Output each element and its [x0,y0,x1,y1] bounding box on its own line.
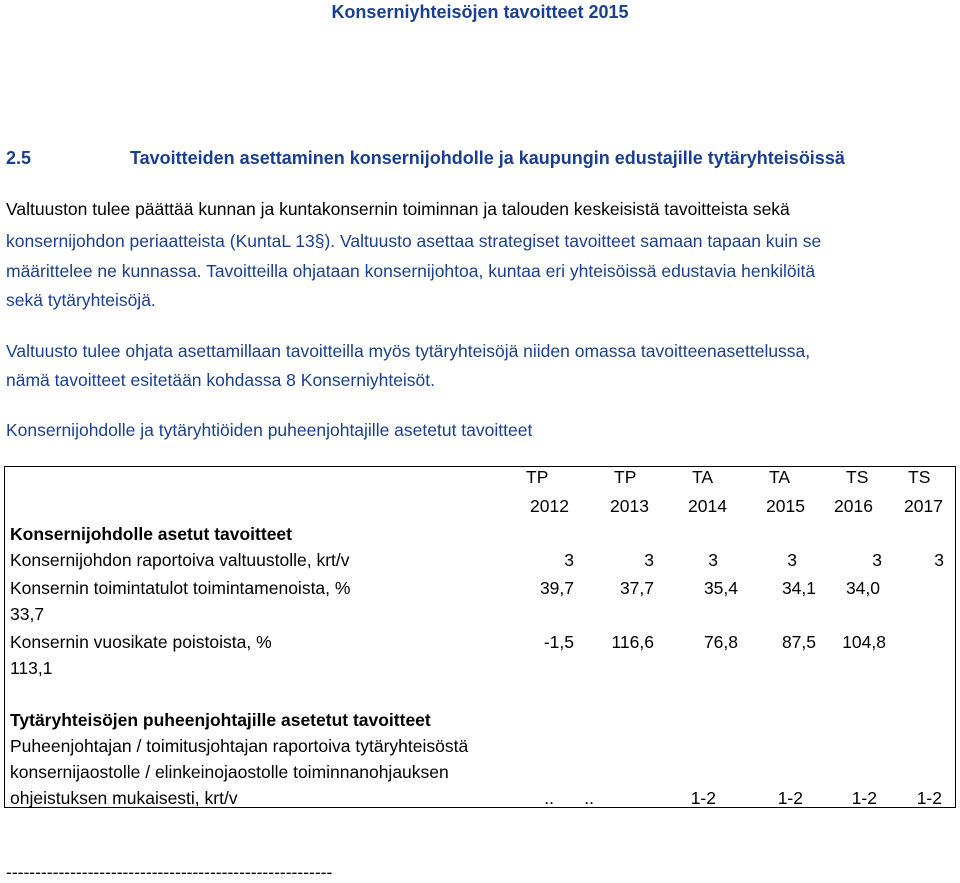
col-6-year: 2017 [904,496,943,516]
row-4-label-line-2: konsernijaostolle / elinkeinojaostolle toiminnanohjauksen [10,762,449,782]
row-4-label-line-3: ohjeistuksen mukaisesti, krt/v [10,788,238,808]
paragraph-2-line-2: nämä tavoitteet esitetään kohdassa 8 Konserniyhteisöt. [6,370,436,390]
col-5-year: 2016 [834,496,873,516]
col-4-type: TA [769,467,791,487]
group-2-title: Tytäryhteisöjen puheenjohtajille asetetut tavoitteet [10,710,431,730]
row-3-value-2: 116,6 [611,632,654,652]
row-3-value-4: 87,5 [781,632,816,652]
col-1-year: 2012 [530,496,569,516]
section-number: 2.5 [6,148,32,168]
row-4-label-line-1: Puheenjohtajan / toimitusjohtajan raportoiva tytäryhteisöstä [10,736,469,756]
row-2-value-3: 35,4 [703,578,738,598]
paragraph-1-line-3: määrittelee ne kunnassa. Tavoitteilla ohjataan konsernijohtoa, kuntaa eri yhteisöissä edustavia henkilöitä [6,261,816,281]
row-2-value-2: 37,7 [619,578,654,598]
row-4-value-5: 1-2 [851,788,877,808]
row-2-value-1: 39,7 [539,578,574,598]
table-caption: Konsernijohdolle ja tytäryhtiöiden puheenjohtajille asetetut tavoitteet [6,420,533,440]
row-1-value-3: 3 [708,550,718,570]
row-3-wrapped-value: 113,1 [10,658,53,678]
row-2-label: Konsernin toimintatulot toimintamenoista, % [10,578,351,598]
page-header-title: Konserniyhteisöjen tavoitteet 2015 [331,2,629,22]
row-1-value-4: 3 [787,550,797,570]
row-3-label: Konsernin vuosikate poistoista, % [10,632,272,652]
col-2-type: TP [614,467,637,487]
row-2-wrapped-value: 33,7 [10,604,45,624]
row-1-value-1: 3 [564,550,574,570]
row-1-value-2: 3 [644,550,654,570]
group-1-title: Konsernijohdolle asetut tavoitteet [10,524,292,544]
row-2-value-4: 34,1 [781,578,816,598]
section-title: Tavoitteiden asettaminen konsernijohdolle ja kaupungin edustajille tytäryhteisöissä [130,148,845,168]
row-2-value-5: 34,0 [845,578,880,598]
col-3-year: 2014 [688,496,727,516]
row-4-value-6: 1-2 [916,788,942,808]
row-1-value-6: 3 [934,550,944,570]
row-3-value-3: 76,8 [703,632,738,652]
paragraph-1-line-1: Valtuuston tulee päättää kunnan ja kuntakonsernin toiminnan ja talouden keskeisistä tavoitteista sekä [6,199,790,219]
paragraph-1-line-4: sekä tytäryhteisöjä. [6,290,156,310]
row-4-value-3: 1-2 [690,788,716,808]
row-4-value-1: .. [544,788,554,808]
row-3-value-1: -1,5 [543,632,574,652]
row-1-value-5: 3 [872,550,882,570]
col-4-year: 2015 [766,496,805,516]
row-3-value-5: 104,8 [842,632,886,652]
row-4-value-2: .. [584,788,594,808]
row-1-label: Konsernijohdon raportoiva valtuustolle, krt/v [10,550,350,570]
col-5-type: TS [846,467,869,487]
footnote-separator: -------------------------------------------------------- [6,862,333,882]
col-3-type: TA [692,467,714,487]
col-2-year: 2013 [610,496,649,516]
paragraph-2-line-1: Valtuusto tulee ohjata asettamillaan tavoitteilla myös tytäryhteisöjä niiden omassa tavoitteenasettelussa, [6,341,811,361]
col-6-type: TS [908,467,931,487]
paragraph-1-line-2: konsernijohdon periaatteista (KuntaL 13§). Valtuusto asettaa strategiset tavoitteet samaan tapaan kuin se [6,231,822,251]
col-1-type: TP [526,467,549,487]
row-4-value-4: 1-2 [777,788,803,808]
